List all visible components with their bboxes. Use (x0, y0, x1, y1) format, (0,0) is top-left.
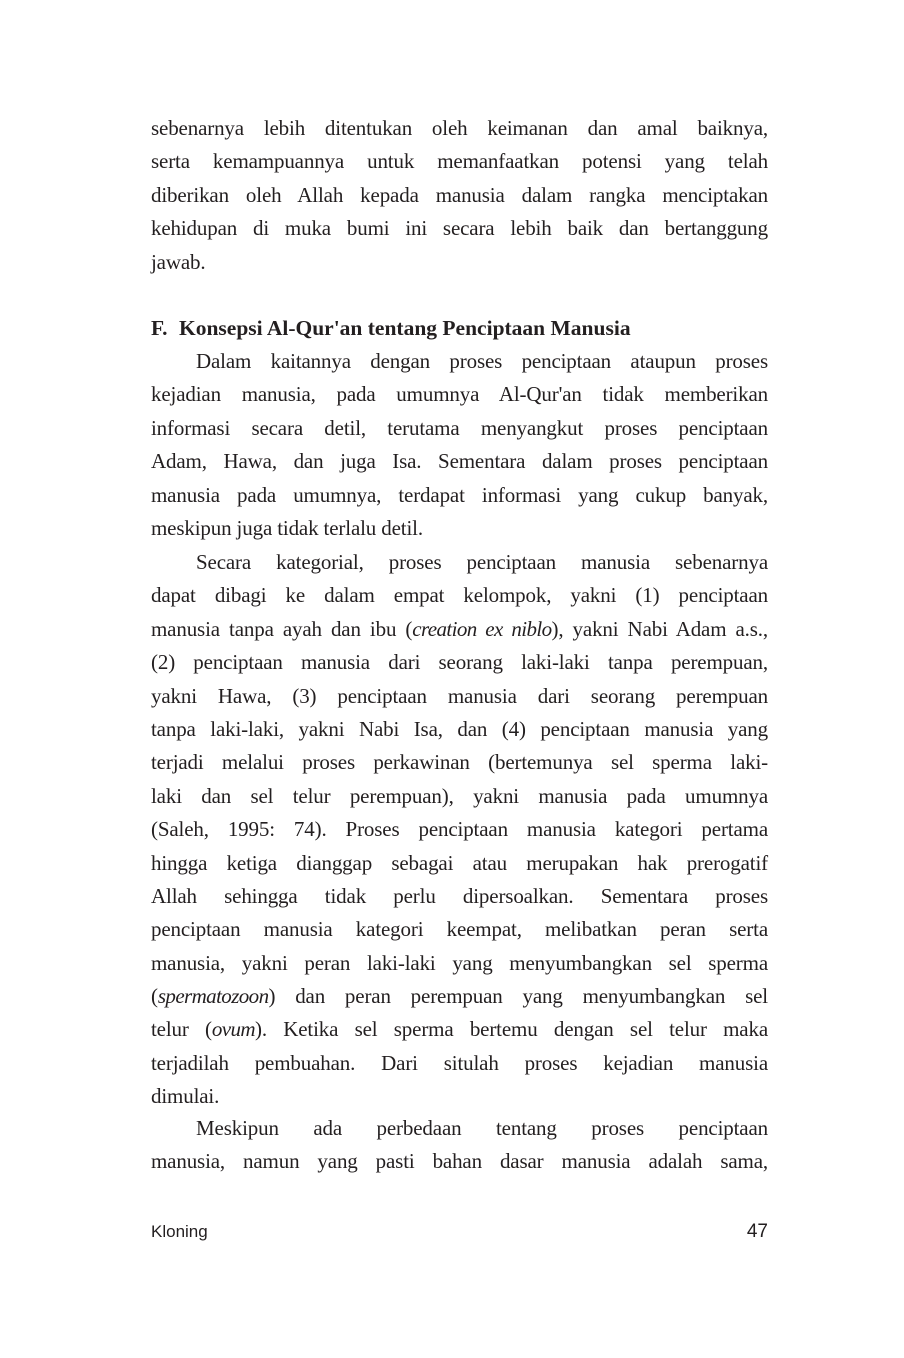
continuation-paragraph (151, 112, 768, 279)
text-line: (Saleh, 1995: 74). Proses penciptaan manusia kategori pertama (151, 817, 768, 842)
text-segment: telur ( (151, 1017, 212, 1042)
italic-term: ovum (211, 1017, 255, 1042)
text-line: dapat dibagi ke dalam empat kelompok, yakni (1) penciptaan (151, 583, 768, 608)
text-line: informasi secara detil, terutama menyangkut proses penciptaan (151, 415, 768, 440)
text-segment: ) dan peran perempuan yang menyumbangkan sel (268, 984, 768, 1009)
text-line: Allah sehingga tidak perlu dipersoalkan. Sementara proses (151, 883, 768, 908)
text-line: manusia, namun yang pasti bahan dasar manusia adalah sama, (151, 1149, 768, 1174)
paragraph-3 (151, 1112, 768, 1179)
text-line (151, 613, 768, 646)
italic-term: spermatozoon (157, 984, 269, 1009)
text-line: dimulai. (151, 1084, 220, 1109)
text-line: meskipun juga tidak terlalu detil. (151, 515, 423, 540)
text-segment: ), yakni Nabi Adam a.s., (551, 616, 768, 641)
text-line: kehidupan di muka bumi ini secara lebih baik dan bertanggung (151, 216, 768, 241)
text-line: jawab. (151, 249, 206, 274)
text-line: hingga ketiga dianggap sebagai atau merupakan hak prerogatif (151, 850, 768, 875)
text-line: manusia pada umumnya, terdapat informasi yang cukup banyak, (151, 482, 768, 507)
text-line: serta kemampuannya untuk memanfaatkan potensi yang telah (151, 149, 768, 174)
text-line: kejadian manusia, pada umumnya Al-Qur'an tidak memberikan (151, 382, 768, 407)
running-footer-title: Kloning (151, 1222, 208, 1241)
text-segment: ( (151, 984, 158, 1009)
paragraph-2 (151, 546, 768, 1114)
text-line: tanpa laki-laki, yakni Nabi Isa, dan (4) penciptaan manusia yang (151, 716, 768, 741)
text-line: terjadilah pembuahan. Dari situlah proses kejadian manusia (151, 1050, 768, 1075)
text-line: Meskipun ada perbedaan tentang proses penciptaan (196, 1116, 768, 1140)
page-number: 47 (746, 1221, 768, 1242)
text-segment: ). Ketika sel sperma bertemu dengan sel telur maka (254, 1017, 769, 1042)
text-line: Dalam kaitannya dengan proses penciptaan ataupun proses (196, 349, 768, 373)
section-title: Konsepsi Al-Qur'an tentang Penciptaan Manusia (179, 316, 631, 340)
text-line: laki dan sel telur perempuan), yakni manusia pada umumnya (151, 783, 768, 808)
section-heading (151, 312, 768, 345)
paragraph-1 (151, 345, 768, 545)
text-line: Secara kategorial, proses penciptaan manusia sebenarnya (196, 550, 768, 574)
text-line: manusia, yakni peran laki-laki yang menyumbangkan sel sperma (151, 950, 768, 975)
text-line: (2) penciptaan manusia dari seorang laki-laki tanpa perempuan, (151, 650, 768, 675)
text-line (151, 980, 768, 1013)
text-line: Adam, Hawa, dan juga Isa. Sementara dalam proses penciptaan (151, 449, 768, 474)
text-line: yakni Hawa, (3) penciptaan manusia dari seorang perempuan (151, 683, 768, 708)
text-line: penciptaan manusia kategori keempat, melibatkan peran serta (151, 917, 768, 942)
text-segment: manusia tanpa ayah dan ibu ( (151, 616, 413, 641)
italic-term: creation ex niblo (412, 616, 552, 641)
text-line: terjadi melalui proses perkawinan (bertemunya sel sperma laki- (151, 750, 768, 775)
section-letter: F. (151, 316, 168, 340)
text-line: sebenarnya lebih ditentukan oleh keimanan dan amal baiknya, (151, 116, 768, 140)
text-line: diberikan oleh Allah kepada manusia dalam rangka menciptakan (151, 182, 768, 207)
text-line (151, 1013, 768, 1046)
